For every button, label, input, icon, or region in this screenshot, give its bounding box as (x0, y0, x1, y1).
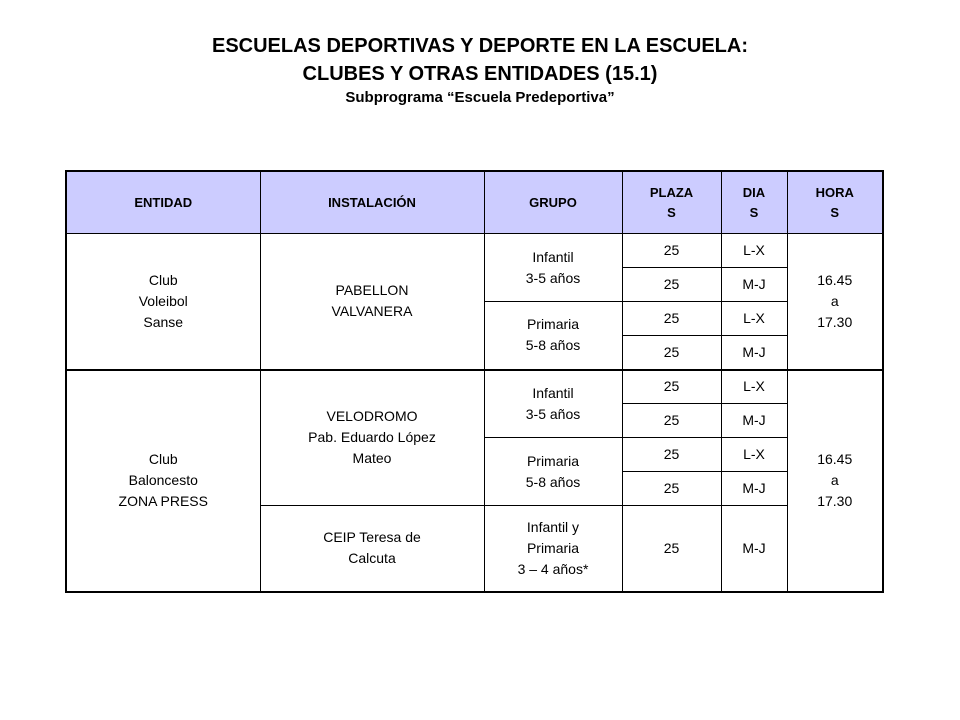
dias-cell: M-J (721, 506, 787, 592)
plazas-cell: 25 (622, 302, 721, 336)
dias-cell: M-J (721, 472, 787, 506)
header-grupo: GRUPO (484, 171, 622, 234)
title-block (0, 32, 960, 108)
instalacion-cell: CEIP Teresa de Calcuta (260, 506, 484, 592)
grupo-cell: Infantil y Primaria 3 – 4 años* (484, 506, 622, 592)
dias-cell: M-J (721, 268, 787, 302)
plazas-cell: 25 (622, 438, 721, 472)
dias-cell: L-X (721, 302, 787, 336)
plazas-cell: 25 (622, 472, 721, 506)
dias-cell: L-X (721, 438, 787, 472)
grupo-cell: Primaria 5-8 años (484, 302, 622, 370)
plazas-cell: 25 (622, 268, 721, 302)
dias-cell: L-X (721, 370, 787, 404)
plazas-cell: 25 (622, 234, 721, 268)
header-entidad: ENTIDAD (66, 171, 260, 234)
page-subtitle: Subprograma “Escuela Predeportiva” (345, 89, 615, 106)
table-header-row (66, 171, 883, 234)
grupo-cell: Primaria 5-8 años (484, 438, 622, 506)
header-instalacion: INSTALACIÓN (260, 171, 484, 234)
grupo-cell: Infantil 3-5 años (484, 234, 622, 302)
plazas-cell: 25 (622, 336, 721, 370)
dias-cell: M-J (721, 404, 787, 438)
dias-cell: M-J (721, 336, 787, 370)
plazas-cell: 25 (622, 506, 721, 592)
schedule-table (65, 170, 884, 593)
table-row (66, 370, 883, 404)
dias-cell: L-X (721, 234, 787, 268)
hora-cell: 16.45 a 17.30 (787, 234, 883, 370)
entidad-cell: Club Voleibol Sanse (66, 234, 260, 370)
instalacion-cell: VELODROMO Pab. Eduardo López Mateo (260, 370, 484, 506)
hora-cell: 16.45 a 17.30 (787, 370, 883, 592)
header-plazas: PLAZA S (622, 171, 721, 234)
header-dias: DIA S (721, 171, 787, 234)
page-title: ESCUELAS DEPORTIVAS Y DEPORTE EN LA ESCUELA: (211, 35, 748, 57)
entidad-cell: Club Baloncesto ZONA PRESS (66, 370, 260, 592)
grupo-cell: Infantil 3-5 años (484, 370, 622, 438)
plazas-cell: 25 (622, 370, 721, 404)
page-title-line2: CLUBES Y OTRAS ENTIDADES (15.1) (302, 63, 658, 85)
table-row (66, 234, 883, 268)
header-horas: HORA S (787, 171, 883, 234)
instalacion-cell: PABELLON VALVANERA (260, 234, 484, 370)
plazas-cell: 25 (622, 404, 721, 438)
